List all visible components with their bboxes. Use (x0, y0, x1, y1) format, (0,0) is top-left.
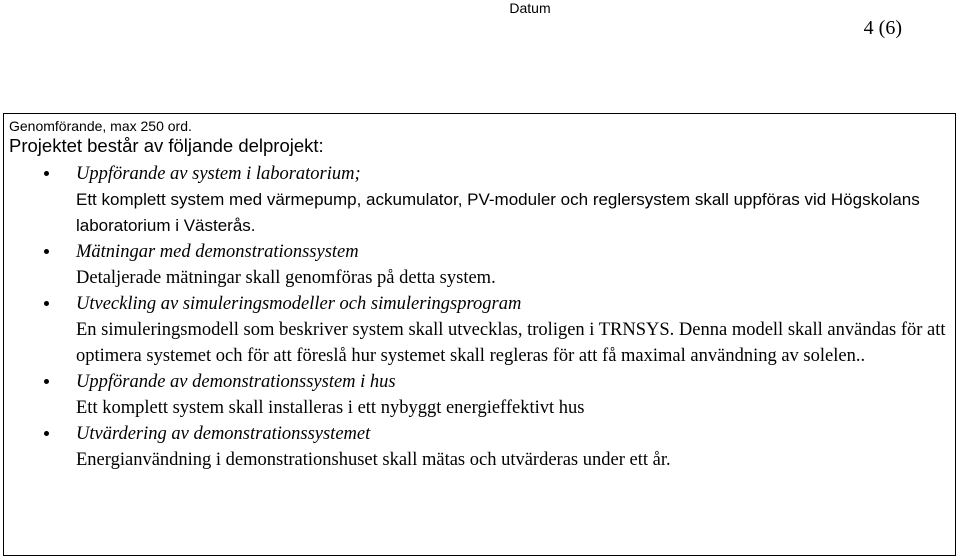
bullet-icon (44, 379, 49, 384)
list-item-body: Energianvändning i demonstrationshuset skall mätas och utvärderas under ett år. (76, 450, 671, 470)
list-item-body: Ett komplett system med värmepump, ackumulator, PV-moduler och reglersystem skall uppföras vid Högskolans laboratorium i Västerås. (76, 190, 920, 235)
list-item (4, 291, 957, 369)
section-intro: Projektet består av följande delprojekt: (9, 135, 324, 156)
bullet-icon (44, 249, 49, 254)
list-item (4, 421, 957, 473)
implementation-section-box (3, 113, 956, 556)
list-item (4, 239, 957, 291)
bullet-icon (44, 301, 49, 306)
subproject-list (4, 161, 957, 473)
page-number: 4 (6) (863, 17, 902, 39)
list-item (4, 369, 957, 421)
list-item-heading: Uppförande av demonstrationssystem i hus (76, 372, 396, 392)
list-item-body: Ett komplett system skall installeras i ett nybyggt energieffektivt hus (76, 398, 585, 418)
bullet-icon (44, 171, 49, 176)
list-item-heading: Uppförande av system i laboratorium; (76, 164, 361, 184)
list-item-body: Detaljerade mätningar skall genomföras på detta system. (76, 268, 496, 288)
list-item-heading: Mätningar med demonstrationssystem (76, 242, 359, 262)
list-item-heading: Utveckling av simuleringsmodeller och simuleringsprogram (76, 294, 522, 314)
list-item-body: En simuleringsmodell som beskriver system skall utvecklas, troligen i TRNSYS. Denna modell skall användas för att optimera systemet och för att föreslå hur systemet skall regleras för att få maximal användning av solelen.. (76, 320, 946, 366)
list-item-heading: Utvärdering av demonstrationssystemet (76, 424, 371, 444)
list-item (4, 161, 957, 239)
section-label: Genomförande, max 250 ord. (9, 118, 192, 134)
header-date-label: Datum (509, 0, 551, 16)
bullet-icon (44, 431, 49, 436)
